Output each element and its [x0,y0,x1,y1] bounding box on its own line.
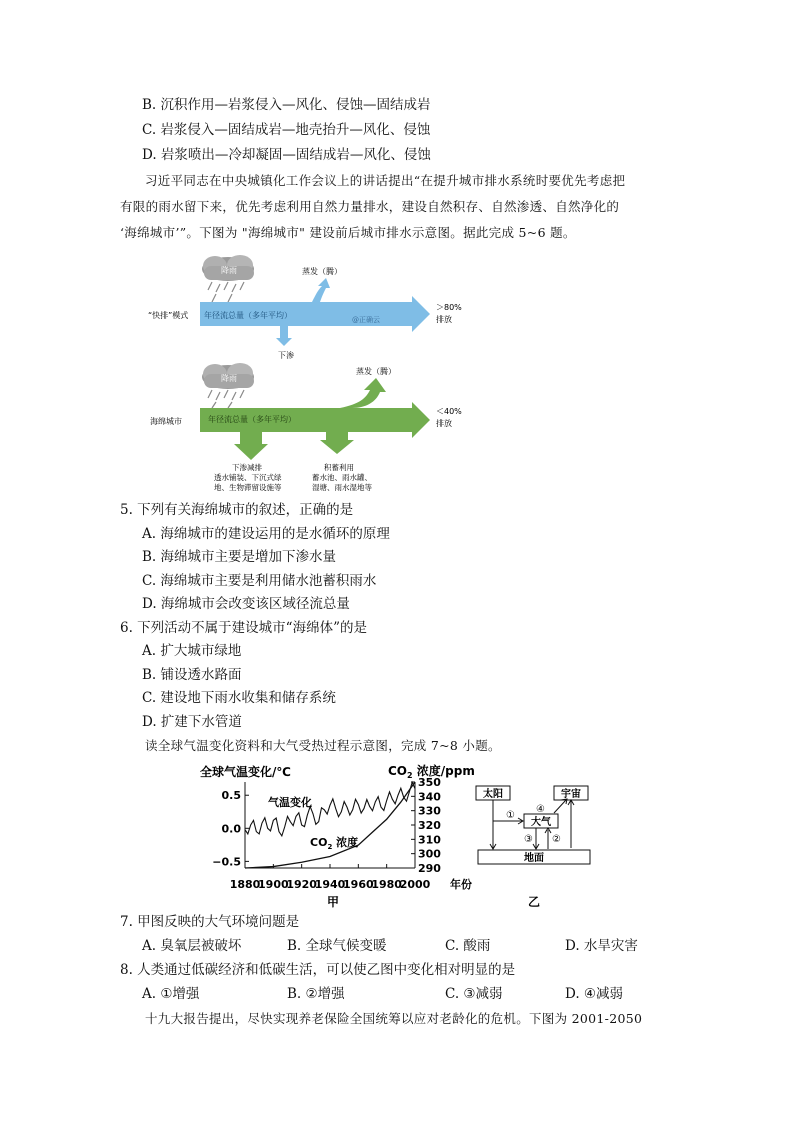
top-evap-label: 蒸发（腾） [302,267,342,276]
top-rain-drops [208,282,244,302]
y-right-tick-label: 300 [418,847,441,861]
y-right-tick-label: 290 [418,862,441,875]
chart-title-left: 全球气温变化/℃ [200,765,291,779]
q6-option-d: D. 扩建下水管道 [142,714,242,730]
x-tick-label: 2000 [399,878,431,891]
chart-caption: 甲 [327,895,340,908]
sun-label: 太阳 [483,789,503,800]
top-out-label: 排放 [436,315,452,324]
x-tick-label: 1940 [314,878,346,891]
ground-label: 地面 [524,853,544,864]
atmosphere-heating-diagram [470,782,600,908]
x-tick-label: 1980 [371,878,402,891]
y-right-tick-label: 330 [418,804,441,818]
x-tick-label: 1960 [343,878,374,891]
intro1-line1: 习近平同志在中央城镇化工作会议上的讲话提出“在提升城市排水系统时要优先考虑把 [145,173,626,188]
intro1-line3: ‘海绵城市’”。下图为 "海绵城市" 建设前后城市排水示意图。据此完成 5~6 题。 [120,225,576,240]
q6-option-c: C. 建设地下雨水收集和储存系统 [142,690,336,706]
bottom-infil-line2: 地、生物滞留设施等 [214,483,282,492]
q7-option-b: B. 全球气候变暖 [287,938,387,954]
x-tick-label: 1880 [229,878,261,891]
bottom-mode-label: 海绵城市 [150,417,182,426]
top-infil-label: 下渗 [278,351,294,360]
diagram2-caption: 乙 [528,895,541,908]
top-mode-label: “快排”模式 [148,311,189,320]
marker-2: ② [552,834,561,845]
marker-4: ④ [536,804,545,815]
atmosphere-label: 大气 [531,817,551,828]
bottom-out-label: 排放 [436,419,452,428]
intro3: 十九大报告提出，尽快实现养老保险全国统筹以应对老龄化的危机。下图为 2001-2050 [145,1011,643,1026]
chart-title-right: $CO_2$ 浓度/ppm [388,764,475,780]
prev-option-d: D. 岩浆喷出—冷却凝固—固结成岩—风化、侵蚀 [142,147,431,163]
marker-1: ① [506,810,515,821]
q7-stem: 7. 甲图反映的大气环境问题是 [120,914,300,930]
temperature-co2-chart [200,760,490,908]
top-rain-label: 降雨 [221,266,237,275]
bottom-flow-label: 年径流总量（多年平均） [208,415,296,424]
temperature-series-line [245,782,415,836]
top-out-pct: ＞80% [436,303,462,312]
top-watermark: @正确云 [352,316,380,324]
chart-x-label: 年份 [450,878,472,891]
y-right-tick-label: 320 [418,819,441,832]
q5-option-b: B. 海绵城市主要是增加下渗水量 [142,549,337,565]
co2-series-line [245,782,415,868]
q6-option-a: A. 扩大城市绿地 [142,643,242,659]
prev-option-c: C. 岩浆侵入—固结成岩—地壳抬升—风化、侵蚀 [142,122,431,138]
bottom-store-line2: 湿塘、雨水湿地等 [312,483,372,492]
q8-option-c: C. ③减弱 [445,986,503,1002]
y-right-tick-label: 310 [418,833,441,847]
q8-option-a: A. ①增强 [142,986,200,1002]
q8-option-d: D. ④减弱 [565,986,624,1002]
top-evap-curve [312,278,330,302]
q6-stem: 6. 下列活动不属于建设城市“海绵体”的是 [120,620,367,636]
bottom-out-pct: ＜40% [436,407,462,416]
q7-option-a: A. 臭氧层被破坏 [142,938,242,954]
q5-option-a: A. 海绵城市的建设运用的是水循环的原理 [142,526,390,542]
bottom-evap-arrow [340,378,386,408]
x-tick-label: 1920 [286,878,317,891]
prev-option-b: B. 沉积作用—岩浆侵入—风化、侵蚀—固结成岩 [142,97,431,113]
co2-series-label: $CO_2$ 浓度 [310,836,359,851]
chart-axes [245,782,415,868]
top-flow-label: 年径流总量（多年平均） [204,311,292,320]
marker-3: ③ [524,834,533,845]
q5-stem: 5. 下列有关海绵城市的叙述，正确的是 [120,502,354,518]
y-left-tick-label: −0.5 [212,855,241,869]
space-label: 宇宙 [561,789,581,800]
bottom-infil-title: 下渗减排 [232,463,262,472]
q5-option-c: C. 海绵城市主要是利用储水池蓄积雨水 [142,573,377,589]
bottom-store-title: 积蓄利用 [324,463,354,472]
y-left-tick-label: 0.0 [221,822,241,836]
chart-left-ticks [212,789,249,868]
temp-series-label: 气温变化 [268,796,312,809]
q5-option-d: D. 海绵城市会改变该区域径流总量 [142,596,350,612]
q7-option-d: D. 水旱灾害 [565,938,638,954]
bottom-infil-line1: 透水铺装、下沉式绿 [214,473,282,482]
x-tick-label: 1900 [258,878,289,891]
bottom-store-arrow [320,432,354,454]
bottom-rain-label: 降雨 [221,374,237,383]
sponge-city-diagram [140,252,480,497]
intro1-line2: 有限的雨水留下来，优先考虑利用自然力量排水，建设自然积存、自然渗透、自然净化的 [120,199,620,214]
q8-stem: 8. 人类通过低碳经济和低碳生活，可以使乙图中变化相对明显的是 [120,962,516,978]
q8-option-b: B. ②增强 [287,986,345,1002]
y-right-tick-label: 340 [418,790,441,804]
chart-right-ticks [411,776,441,875]
q7-option-c: C. 酸雨 [445,938,491,954]
top-infil-arrow [276,326,292,346]
bottom-infil-arrow [234,432,268,460]
intro2: 读全球气温变化资料和大气受热过程示意图，完成 7~8 小题。 [145,738,501,753]
q6-option-b: B. 铺设透水路面 [142,667,242,683]
bottom-store-line1: 蓄水池、雨水罐、 [312,473,372,482]
bottom-evap-label: 蒸发（腾） [356,367,396,376]
bottom-rain-drops [208,390,244,408]
y-right-tick-label: 350 [418,776,441,789]
y-left-tick-label: 0.5 [221,789,241,803]
